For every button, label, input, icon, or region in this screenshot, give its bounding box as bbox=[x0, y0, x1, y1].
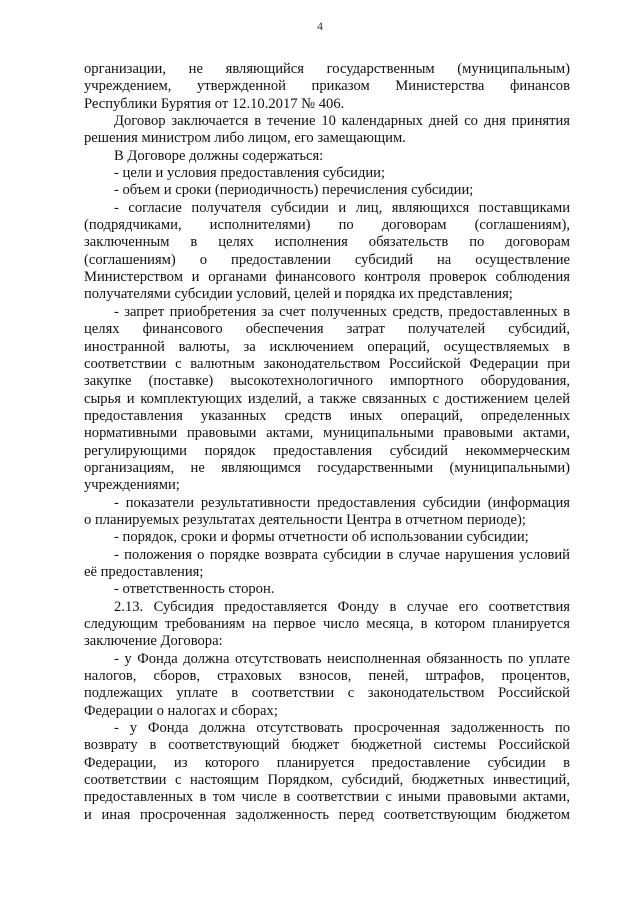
text-line: налогов, сборов, страховых взносов, пеней, штрафов, процентов, bbox=[84, 668, 570, 685]
text-line: - цели и условия предоставления субсидии; bbox=[114, 165, 386, 182]
text-line: Министерством и органами финансового контроля проверок соблюдения bbox=[84, 269, 570, 286]
text-line: - у Фонда должна отсутствовать неисполненная обязанность по уплате bbox=[114, 650, 570, 667]
text-line: - запрет приобретения за счет полученных средств, предоставленных в bbox=[114, 303, 570, 320]
text-line: закупке (поставке) высокотехнологичного импортного оборудования, bbox=[84, 373, 570, 390]
text-line: регулирующими порядок предоставления субсидий некоммерческим bbox=[84, 442, 570, 459]
text-line: нормативными правовыми актами, муниципальными правовыми актами, bbox=[84, 425, 570, 442]
text-line: организациям, не являющимся государственными (муниципальными) bbox=[84, 459, 570, 476]
text-line: Федерации о налогах и сборах; bbox=[84, 702, 278, 719]
text-line: о планируемых результатах деятельности Центра в отчетном периоде); bbox=[84, 511, 526, 528]
text-line: получателями субсидии условий, целей и порядка их представления; bbox=[84, 286, 513, 303]
page-number: 4 bbox=[317, 19, 323, 33]
text-line: Республики Бурятия от 12.10.2017 № 406. bbox=[84, 95, 345, 112]
text-line: - показатели результативности предоставления субсидии (информация bbox=[114, 494, 570, 511]
text-line: иностранной валюты, за исключением операций, осуществляемых в bbox=[84, 338, 570, 355]
text-line: учреждением, утвержденной приказом Министерства финансов bbox=[84, 78, 570, 95]
text-line: сырья и комплектующих изделий, а также связанных с достижением целей bbox=[84, 390, 570, 407]
text-line: её предоставления; bbox=[84, 563, 204, 580]
text-line: - объем и сроки (периодичность) перечисления субсидии; bbox=[114, 182, 474, 199]
text-line: соответствии с настоящим Порядком, субсидий, бюджетных инвестиций, bbox=[84, 772, 570, 789]
text-line: - ответственность сторон. bbox=[114, 581, 275, 598]
text-line: заключение Договора: bbox=[84, 633, 223, 650]
text-line: - у Фонда должна отсутствовать просроченная задолженность по bbox=[114, 720, 570, 737]
text-line: - согласие получателя субсидии и лиц, являющихся поставщиками bbox=[114, 199, 570, 216]
text-line: Федерации, из которого планируется предоставление субсидии в bbox=[84, 754, 570, 771]
text-line: подлежащих уплате в соответствии с законодательством Российской bbox=[84, 685, 570, 702]
text-line: соответствии с валютным законодательством Российской Федерации при bbox=[84, 355, 570, 372]
text-line: учреждениями; bbox=[84, 477, 180, 494]
text-line: В Договоре должны содержаться: bbox=[114, 147, 324, 164]
text-line: предоставленных в том числе в соответствии с иными правовыми актами, bbox=[84, 789, 570, 806]
text-line: - положения о порядке возврата субсидии в случае нарушения условий bbox=[114, 546, 570, 563]
document-body bbox=[84, 61, 570, 824]
text-line: Договор заключается в течение 10 календарных дней со дня принятия bbox=[114, 113, 570, 130]
text-line: целях финансового обеспечения затрат получателей субсидий, bbox=[84, 321, 570, 338]
text-line: и иная просроченная задолженность перед соответствующим бюджетом bbox=[84, 806, 570, 823]
text-line: решения министром либо лицом, его замещающим. bbox=[84, 130, 406, 147]
text-line: возврату в соответствующий бюджет бюджетной системы Российской bbox=[84, 737, 570, 754]
text-line: следующим требованиям на первое число месяца, в котором планируется bbox=[84, 616, 570, 632]
text-line: заключенным в целях исполнения обязательств по договорам bbox=[84, 234, 570, 251]
text-line: - порядок, сроки и формы отчетности об использовании субсидии; bbox=[114, 529, 529, 546]
text-line: 2.13. Субсидия предоставляется Фонду в случае его соответствия bbox=[114, 598, 570, 615]
text-line: (подрядчиками, исполнителями) по договорам (соглашениям), bbox=[84, 217, 570, 234]
text-line: предоставления указанных средств иных операций, определенных bbox=[84, 407, 570, 424]
text-line: (соглашениям) о предоставлении субсидий на осуществление bbox=[84, 251, 570, 268]
text-line: организации, не являющийся государственным (муниципальным) bbox=[84, 61, 570, 77]
